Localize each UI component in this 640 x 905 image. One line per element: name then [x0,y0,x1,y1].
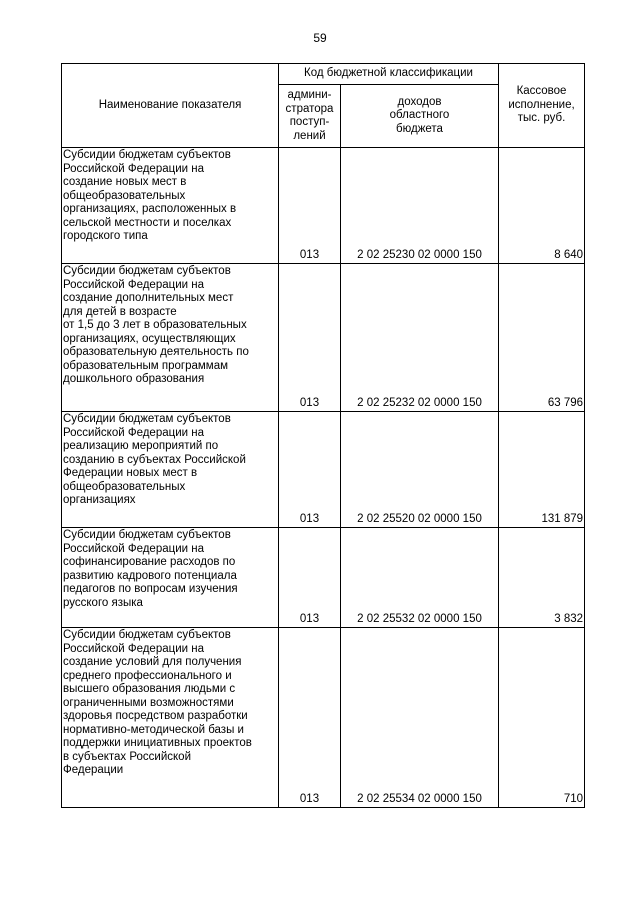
administrator-code: 013 [279,264,341,412]
indicator-name: Субсидии бюджетам субъектов Российской Федерации на создание дополнительных мест для детей в возрасте от 1,5 до 3 лет в образовательных организациях, осуществляющих образовательную деятельность по образовательным программам дошкольного образования [62,264,279,412]
budget-income-code: 2 02 25520 02 0000 150 [341,412,499,528]
table-row [62,628,585,808]
table-row [62,264,585,412]
cash-execution-amount: 3 832 [499,528,585,628]
budget-income-code: 2 02 25532 02 0000 150 [341,528,499,628]
budget-income-code: 2 02 25534 02 0000 150 [341,628,499,808]
indicator-name: Субсидии бюджетам субъектов Российской Федерации на создание новых мест в общеобразовательных организациях, расположенных в сельской местности и поселках городского типа [62,148,279,264]
page-number: 59 [313,31,327,45]
administrator-code: 013 [279,148,341,264]
header-indicator-name: Наименование показателя [62,64,279,148]
header-revenue-administrator: админи- стратора поступ- лений [279,85,341,148]
header-regional-budget-income: доходов областного бюджета [341,85,499,148]
header-cash-execution: Кассовое исполнение, тыс. руб. [499,64,585,148]
indicator-name: Субсидии бюджетам субъектов Российской Федерации на создание условий для получения среднего профессионального и высшего образования людьми с ограниченными возможностями здоровья посредством разработки нормативно-методической базы и поддержки инициативных проектов в субъектах Российской Федерации [62,628,279,808]
administrator-code: 013 [279,628,341,808]
cash-execution-amount: 131 879 [499,412,585,528]
table-row [62,528,585,628]
indicator-name: Субсидии бюджетам субъектов Российской Федерации на реализацию мероприятий по созданию в субъектах Российской Федерации новых мест в общеобразовательных организациях [62,412,279,528]
administrator-code: 013 [279,412,341,528]
budget-table [61,63,585,808]
table-row [62,412,585,528]
table-row [62,148,585,264]
cash-execution-amount: 710 [499,628,585,808]
cash-execution-amount: 63 796 [499,264,585,412]
budget-income-code: 2 02 25230 02 0000 150 [341,148,499,264]
budget-income-code: 2 02 25232 02 0000 150 [341,264,499,412]
header-classification-code: Код бюджетной классификации [279,64,499,85]
administrator-code: 013 [279,528,341,628]
cash-execution-amount: 8 640 [499,148,585,264]
indicator-name: Субсидии бюджетам субъектов Российской Федерации на софинансирование расходов по развитию кадрового потенциала педагогов по вопросам изучения русского языка [62,528,279,628]
